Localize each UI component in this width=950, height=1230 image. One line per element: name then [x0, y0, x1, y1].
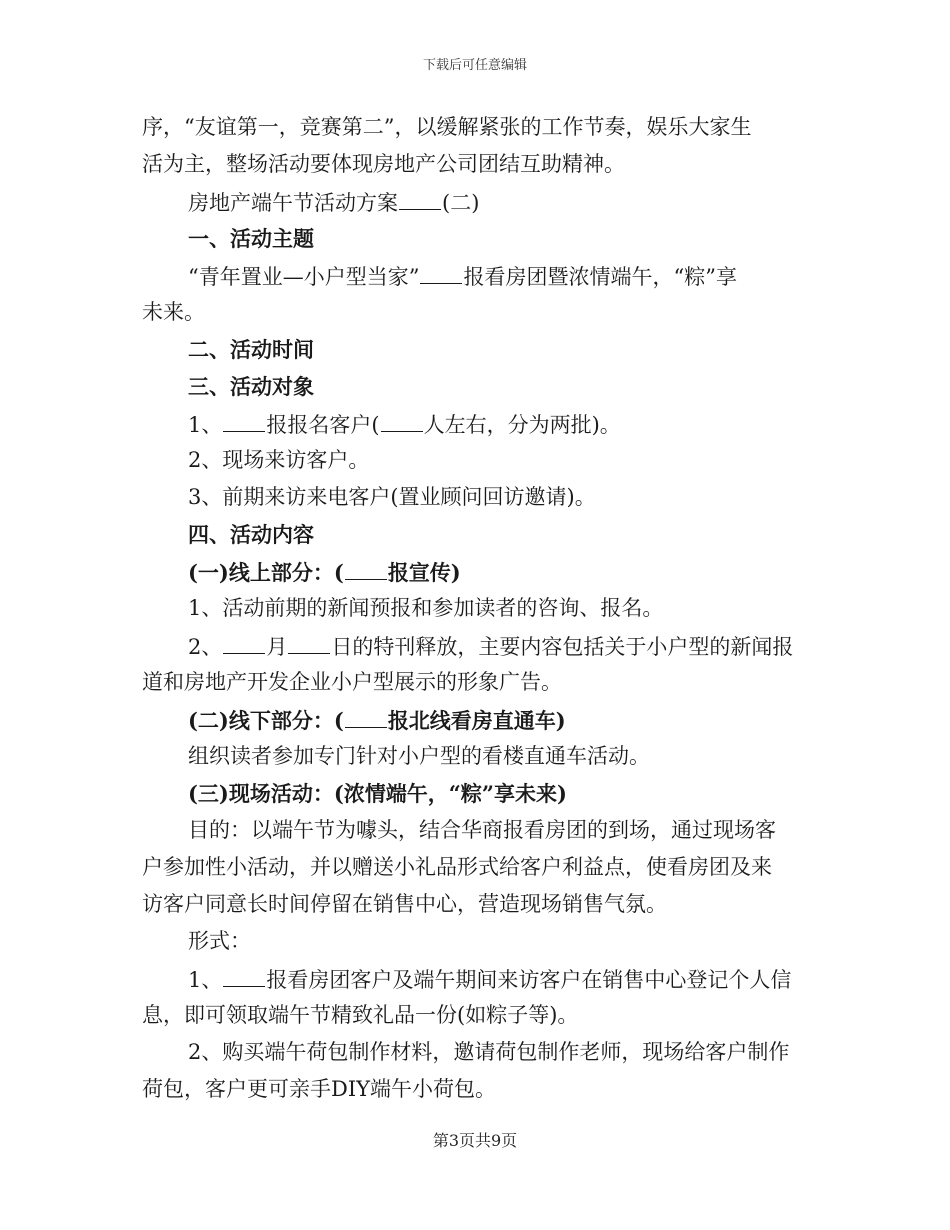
- blank-underline: [399, 191, 441, 210]
- list-item: 1、活动前期的新闻预报和参加读者的咨询、报名。: [188, 596, 664, 620]
- subheading-text: 报宣传): [387, 560, 461, 585]
- section-title: [188, 191, 479, 214]
- subheading-online: [188, 561, 461, 583]
- subheading-text: 报北线看房直通车): [387, 708, 566, 733]
- section-title-suffix: (二): [442, 191, 480, 215]
- paragraph-line: 组织读者参加专门针对小户型的看楼直通车活动。: [188, 744, 650, 768]
- page-header: 下载后可任意编辑: [422, 58, 527, 73]
- list-item: 2、购买端午荷包制作材料，邀请荷包制作老师，现场给客户制作: [188, 1040, 790, 1064]
- blank-underline: [345, 709, 387, 728]
- list-number: 2、: [188, 635, 223, 659]
- list-text: 人左右，分为两批)。: [423, 413, 621, 437]
- paragraph-line: 荷包，客户更可亲手DIY端午小荷包。: [142, 1077, 496, 1101]
- page-footer: 第3页共9页: [432, 1131, 518, 1150]
- subheading-text: (一)线上部分：(: [188, 560, 344, 585]
- paragraph-line: [188, 265, 737, 288]
- list-number: 1、: [188, 413, 223, 437]
- list-item: [188, 413, 621, 436]
- blank-underline: [345, 561, 387, 580]
- blank-underline: [223, 635, 265, 654]
- paragraph-line: 息，即可领取端午节精致礼品一份(如粽子等)。: [142, 1003, 579, 1027]
- blank-underline: [381, 413, 423, 432]
- subheading-offline: [188, 709, 566, 731]
- theme-slogan: “青年置业—小户型当家”: [188, 265, 420, 289]
- blank-underline: [223, 413, 265, 432]
- paragraph-line: 序，“友谊第一，竞赛第二”，以缓解紧张的工作节奏，娱乐大家生: [142, 115, 752, 139]
- heading-audience: 三、活动对象: [188, 374, 314, 399]
- heading-theme: 一、活动主题: [188, 226, 314, 251]
- blank-underline: [223, 968, 265, 987]
- paragraph-line: 访客户同意长时间停留在销售中心，营造现场销售气氛。: [142, 892, 667, 916]
- list-item: 3、前期来访来电客户(置业顾问回访邀请)。: [188, 485, 596, 509]
- list-text: 报看房团客户及端午期间来访客户在销售中心登记个人信: [266, 968, 792, 992]
- paragraph-line: 目的：以端午节为噱头，结合华商报看房团的到场，通过现场客: [188, 818, 776, 842]
- list-number: 1、: [188, 968, 223, 992]
- heading-content: 四、活动内容: [188, 522, 314, 547]
- paragraph-line: 活为主，整场活动要体现房地产公司团结互助精神。: [142, 152, 625, 176]
- list-item: [188, 635, 793, 658]
- list-item: 2、现场来访客户。: [188, 448, 370, 472]
- subheading-text: (二)线下部分：(: [188, 708, 344, 733]
- subheading-onsite: (三)现场活动：(浓情端午，“粽”享未来): [188, 781, 567, 806]
- paragraph-line: 形式：: [188, 929, 251, 953]
- list-text: 报报名客户(: [266, 413, 380, 437]
- theme-text: 报看房团暨浓情端午，“粽”享: [463, 265, 737, 289]
- list-item: [188, 968, 791, 991]
- paragraph-line: 未来。: [142, 300, 205, 324]
- list-text: 日的特刊释放，主要内容包括关于小户型的新闻报: [331, 635, 794, 659]
- list-text: 月: [266, 635, 288, 659]
- paragraph-line: 户参加性小活动，并以赠送小礼品形式给客户利益点，使看房团及来: [142, 855, 772, 879]
- blank-underline: [420, 265, 462, 284]
- blank-underline: [288, 635, 330, 654]
- section-title-text: 房地产端午节活动方案: [188, 191, 398, 215]
- paragraph-line: 道和房地产开发企业小户型展示的形象广告。: [142, 670, 562, 694]
- heading-time: 二、活动时间: [188, 337, 314, 362]
